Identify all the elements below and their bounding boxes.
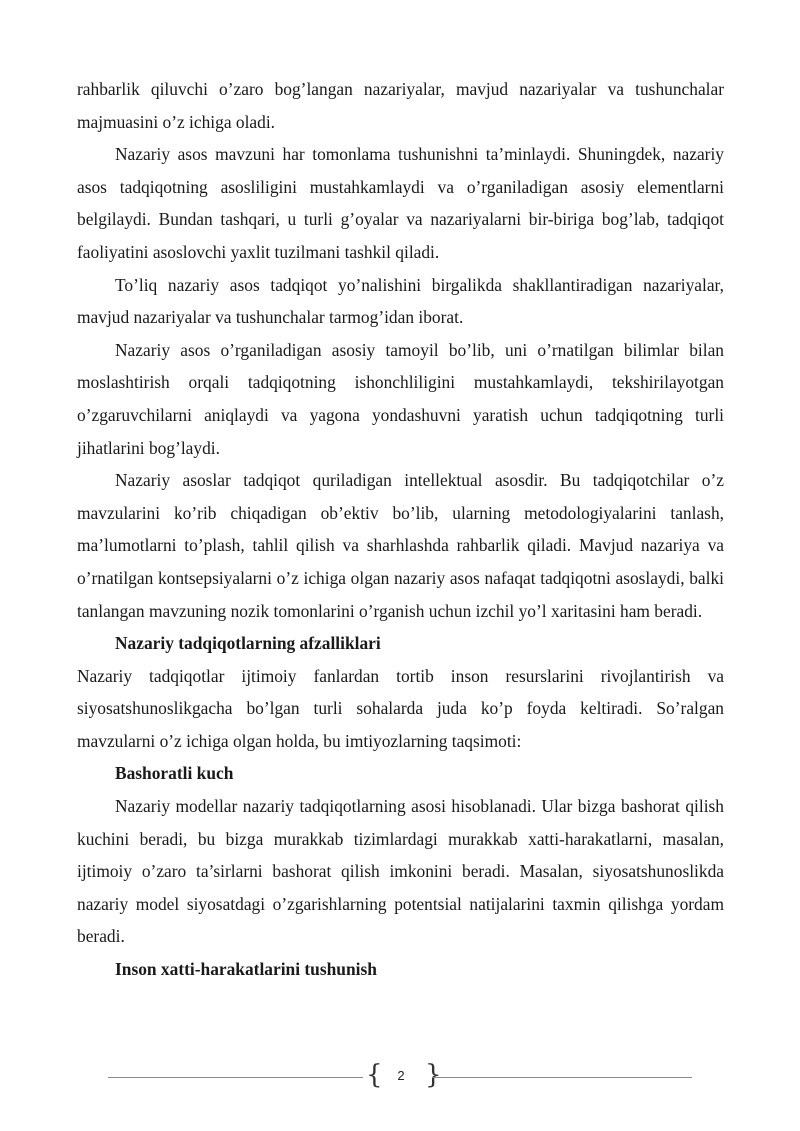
right-brace-icon: } <box>425 1060 442 1090</box>
paragraph: Nazariy asos o’rganiladigan asosiy tamoyil bo’lib, uni o’rnatilgan bilimlar bilan moslashtirish orqali tadqiqotning ishonchliligini mustahkamlaydi, tekshirilayotgan o’zgaruvchilarni aniqlaydi va yagona yondashuvni yaratish uchun tadqiqotning turli jihatlarini bog’laydi. <box>77 339 724 458</box>
paragraph: Nazariy tadqiqotlar ijtimoiy fanlardan tortib inson resurslarini rivojlantirish va siyosatshunoslikgacha bo’lgan turli sohalarda juda ko’p foyda keltiradi. So’ralgan mavzularni o’z ichiga olgan holda, bu imtiyozlarning taqsimoti: <box>77 665 724 751</box>
page-footer <box>108 1062 692 1092</box>
left-brace-icon: { <box>366 1060 383 1090</box>
paragraph: rahbarlik qiluvchi o’zaro bog’langan nazariyalar, mavjud nazariyalar va tushunchalar majmuasini o’z ichiga oladi. <box>77 79 724 132</box>
subsection-heading: Inson xatti-harakatlarini tushunish <box>115 959 377 980</box>
subsection-heading: Bashoratli kuch <box>115 763 234 784</box>
section-heading: Nazariy tadqiqotlarning afzalliklari <box>115 633 381 654</box>
footer-rule-left <box>108 1077 363 1078</box>
paragraph: To’liq nazariy asos tadqiqot yo’nalishini birgalikda shakllantiradigan nazariyalar, mavjud nazariyalar va tushunchalar tarmog’idan iborat. <box>77 274 724 328</box>
paragraph: Nazariy modellar nazariy tadqiqotlarning asosi hisoblanadi. Ular bizga bashorat qilish kuchini beradi, bu bizga murakkab tizimlardagi murakkab xatti-harakatlarni, masalan, ijtimoiy o’zaro ta’sirlarni bashorat qilish imkonini beradi. Masalan, siyosatshunoslikda nazariy model siyosatdagi o’zgarishlarning potentsial natijalarini taxmin qilishga yordam beradi. <box>77 796 724 947</box>
footer-rule-right <box>432 1077 692 1078</box>
document-body <box>77 73 724 986</box>
paragraph: Nazariy asoslar tadqiqot quriladigan intellektual asosdir. Bu tadqiqotchilar o’z mavzularini ko’rib chiqadigan ob’ektiv bo’lib, ularning metodologiyalarini tanlash, ma’lumotlarni to’plash, tahlil qilish va sharhlashda rahbarlik qiladi. Mavjud nazariya va o’rnatilgan kontsepsiyalarni o’z ichiga olgan nazariy asos nafaqat tadqiqotni asoslaydi, balki tanlangan mavzuning nozik tomonlarini o’rganish uchun izchil yo’l xaritasini ham beradi. <box>77 470 724 621</box>
page-number: 2 <box>397 1068 405 1083</box>
paragraph: Nazariy asos mavzuni har tomonlama tushunishni ta’minlaydi. Shuningdek, nazariy asos tadqiqotning asosliligini mustahkamlaydi va o’rganiladigan asosiy elementlarni belgilaydi. Bundan tashqari, u turli g’oyalar va nazariyalarni bir-biriga bog’lab, tadqiqot faoliyatini asoslovchi yaxlit tuzilmani tashkil qiladi. <box>77 144 724 262</box>
